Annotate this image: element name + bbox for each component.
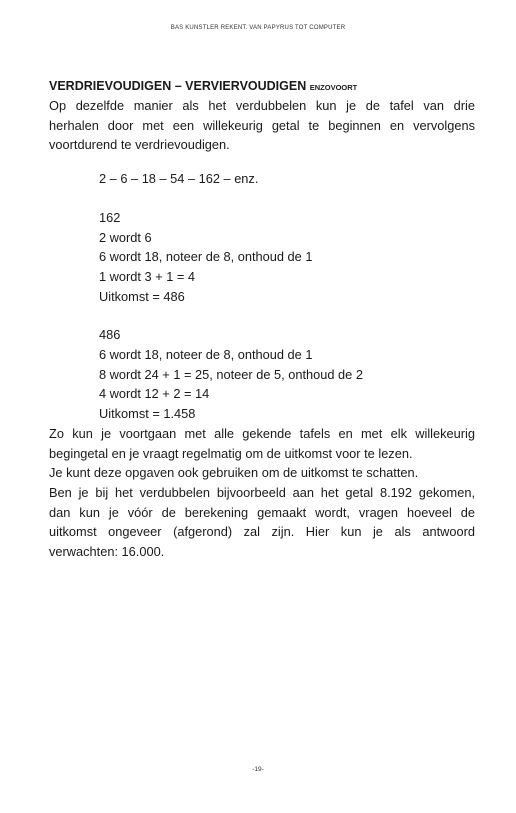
example-1-line: Uitkomst = 486	[99, 288, 185, 304]
example-2-line: 6 wordt 18, noteer de 8, onthoud de 1	[99, 347, 313, 363]
paragraph-3-line: Je kunt deze opgaven ook gebruiken om de uitkomst te schatten.	[49, 465, 419, 481]
paragraph-3	[49, 463, 475, 562]
example-1-line: 1 wordt 3 + 1 = 4	[99, 268, 196, 284]
example-1-line: 2 wordt 6	[99, 229, 152, 245]
example-2-line: 4 wordt 12 + 2 = 14	[99, 386, 210, 402]
section-title-main: VERDRIEVOUDIGEN – VERVIERVOUDIGEN	[49, 79, 307, 93]
page-content	[49, 78, 475, 562]
intro-line: voortdurend te verdrievoudigen.	[49, 137, 230, 153]
example-2-line: Uitkomst = 1.458	[99, 406, 196, 422]
running-header: BAS KUNSTLER REKENT. VAN PAPYRUS TOT COMPUTER	[170, 25, 346, 31]
paragraph-3-line: verwachten: 16.000.	[49, 544, 165, 560]
paragraph-2-line: Zo kun je voortgaan met alle gekende tafels en met elk willekeurig	[49, 425, 475, 441]
example-1-line: 6 wordt 18, noteer de 8, onthoud de 1	[99, 249, 313, 265]
example-1-line: 162	[99, 209, 121, 225]
paragraph-2-line: begingetal en je vraagt regelmatig om de uitkomst voor te lezen.	[49, 445, 413, 461]
example-1	[99, 208, 475, 307]
paragraph-3-line: uitkomst ongeveer (afgerond) zal zijn. Hier kun je als antwoord	[49, 524, 475, 540]
intro-line: herhalen door met een willekeurig getal te beginnen en vervolgens	[49, 117, 475, 133]
intro-paragraph	[49, 96, 475, 155]
example-2-line: 486	[99, 327, 121, 343]
paragraph-2	[49, 424, 475, 463]
series-line	[99, 169, 475, 189]
section-title	[49, 78, 475, 96]
section-title-small: ENZOVOORT	[309, 83, 358, 92]
paragraph-3-line: Ben je bij het verdubbelen bijvoorbeeld aan het getal 8.192 gekomen,	[49, 484, 475, 500]
series-text: 2 – 6 – 18 – 54 – 162 – enz.	[99, 171, 259, 187]
intro-line: Op dezelfde manier als het verdubbelen kun je de tafel van drie	[49, 98, 475, 113]
paragraph-3-line: dan kun je vóór de berekening gemaakt wordt, vragen hoeveel de	[49, 504, 475, 520]
page-number: -19-	[252, 766, 264, 773]
example-2	[99, 325, 475, 424]
example-2-line: 8 wordt 24 + 1 = 25, noteer de 5, onthoud de 2	[99, 366, 363, 382]
